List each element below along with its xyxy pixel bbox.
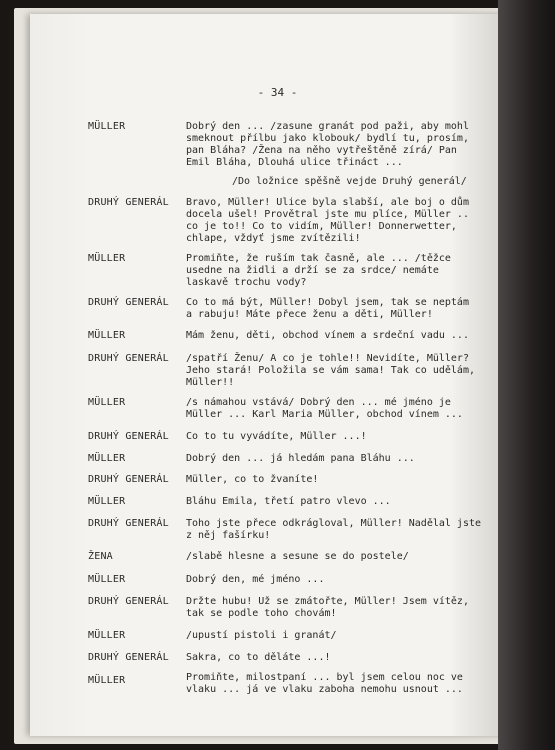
speaker-name: DRUHÝ GENERÁL [88,431,169,442]
speaker-name: MÜLLER [88,453,126,464]
speaker-name: DRUHÝ GENERÁL [88,353,169,364]
dialogue-line: Promiňte, že ruším tak časně, ale ... /těžce [186,253,451,264]
dialogue-line: vlaku ... já ve vlaku zaboha nemohu usnout ... [186,684,463,695]
dialogue-line: Bravo, Müller! Ulice byla slabší, ale boj o dům [186,197,469,208]
dialogue-line: co je to!! Co to vidím, Müller! Donnerwetter, [186,221,457,232]
dialogue-line: Co to tu vyvádíte, Müller ...! [186,431,367,442]
speaker-name: MÜLLER [88,496,126,507]
dialogue-line: a rabuju! Máte přece ženu a děti, Müller! [186,309,433,320]
dialogue-line: Müller, co to žvaníte! [186,474,319,485]
dialogue-line: Sakra, co to děláte ...! [186,652,331,663]
dialogue-line: Mám ženu, děti, obchod vínem a srdeční vadu ... [186,330,469,341]
speaker-name: MÜLLER [88,121,126,132]
dialogue-line: Promiňte, milostpaní ... byl jsem celou noc ve [186,672,463,683]
dialogue-line: Dobrý den ... já hledám pana Bláhu ... [186,453,415,464]
speaker-name: MÜLLER [88,397,126,408]
speaker-name: DRUHÝ GENERÁL [88,197,169,208]
speaker-name: MÜLLER [88,630,126,641]
speaker-name: DRUHÝ GENERÁL [88,474,169,485]
dialogue-line: laskavě trochu vody? [186,277,307,288]
dialogue-line: Držte hubu! Už se zmátořte, Müller! Jsem vítěz, [186,596,469,607]
speaker-name: MÜLLER [88,330,126,341]
dialogue-line: Müller ... Karl Maria Müller, obchod vínem ... [186,409,463,420]
dialogue-line: z něj fašírku! [186,530,271,541]
dialogue-line: docela ušel! Provětral jste mu plíce, Müller .. [186,209,469,220]
book-spine [498,0,555,750]
stage-direction: /slabě hlesne a sesune se do postele/ [186,551,409,562]
speaker-name: DRUHÝ GENERÁL [88,518,169,529]
dialogue-line: tak se podle toho chovám! [186,608,337,619]
speaker-name: MÜLLER [88,574,126,585]
dialogue-line: Toho jste přece odkrágloval, Müller! Nadělal jste [186,518,482,529]
dialogue-line: smeknout přílbu jako klobouk/ bydlí tu, prosím, [186,133,469,144]
dialogue-line: Dobrý den, mé jméno ... [186,574,325,585]
speaker-name: ŽENA [88,551,113,562]
dialogue-line: chlape, vždyť jsme zvítězili! [186,233,361,244]
dialogue-line: Bláhu Emila, třetí patro vlevo ... [186,496,391,507]
dialogue-line: Müller!! [186,377,235,388]
speaker-name: DRUHÝ GENERÁL [88,596,169,607]
dialogue-line: Jeho stará! Položila se vám sama! Tak co udělám, [186,365,475,376]
speaker-name: DRUHÝ GENERÁL [88,652,169,663]
stage-direction: /upustí pistoli i granát/ [186,630,337,641]
speaker-name: MÜLLER [88,675,126,686]
dialogue-line: Emil Bláha, Dlouhá ulice třináct ... [186,157,403,168]
speaker-name: DRUHÝ GENERÁL [88,297,169,308]
dialogue-line: Dobrý den ... /zasune granát pod paži, aby mohl [186,121,469,132]
dialogue-line: Co to má být, Müller! Dobyl jsem, tak se neptám [186,297,469,308]
dialogue-line: pan Bláha? /Žena na něho vytřeštěně zírá/ Pan [186,145,457,156]
dialogue-line: /spatří Ženu/ A co je tohle!! Nevidíte, Müller? [186,353,469,364]
dialogue-line: usedne na židli a drží se za srdce/ nemáte [186,265,439,276]
page-number: - 34 - [257,86,298,99]
speaker-name: MÜLLER [88,253,126,264]
dialogue-line: /s námahou vstává/ Dobrý den ... mé jméno je [186,397,451,408]
stage-direction: /Do ložnice spěšně vejde Druhý generál/ [232,176,467,187]
